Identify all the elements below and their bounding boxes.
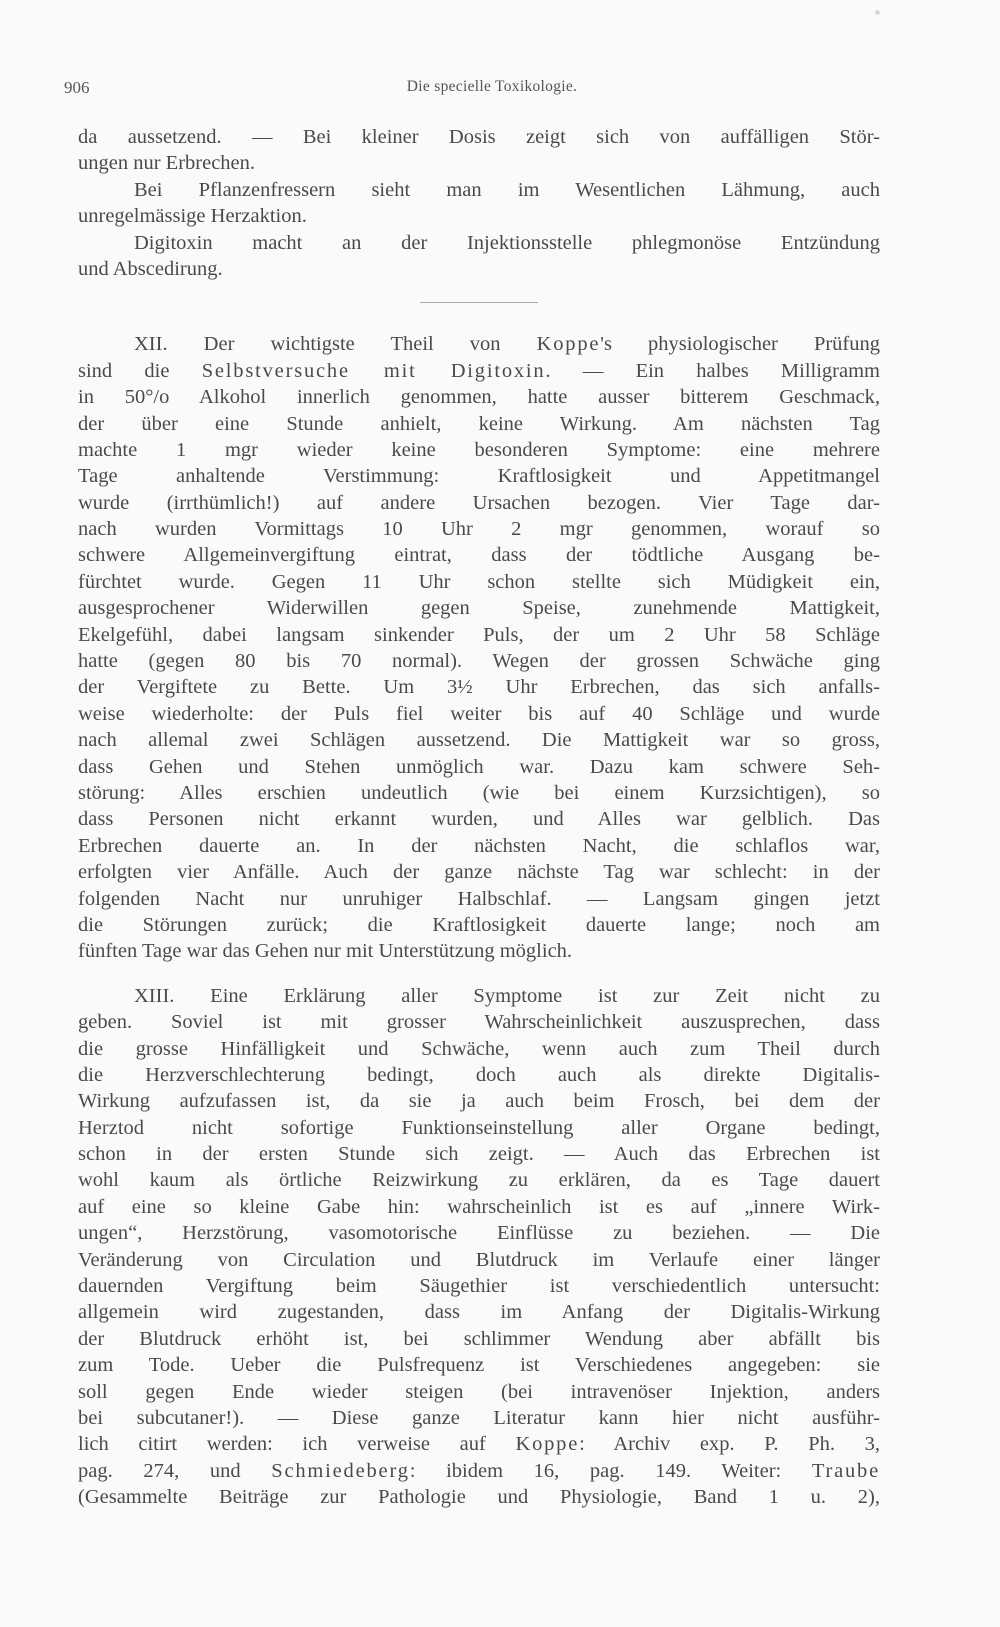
text-line: XIII. Eine Erklärung aller Symptome ist zur Zeit nicht zu [134, 984, 880, 1007]
text-line: XII. Der wichtigste Theil von Koppe's physiologischer Prüfung [134, 333, 880, 356]
text-line: Digitoxin macht an der Injektionsstelle phlegmonöse Entzündung [134, 231, 880, 254]
text-line: schon in der ersten Stunde sich zeigt. — Auch das Erbrechen ist [78, 1143, 880, 1166]
author-name: Traube [811, 1459, 880, 1482]
text-line: nach allemal zwei Schlägen aussetzend. Die Mattigkeit war so gross, [78, 729, 880, 752]
text-line: ausgesprochener Widerwillen gegen Speise, zunehmende Mattigkeit, [78, 597, 880, 620]
text-line: fürchtet wurde. Gegen 11 Uhr schon stellte sich Müdigkeit ein, [78, 570, 880, 593]
body-text [78, 124, 880, 1511]
author-name: Koppe [515, 1433, 580, 1456]
text-line: auf eine so kleine Gabe hin: wahrscheinlich ist es auf „innere Wirk- [78, 1195, 880, 1218]
text-line: machte 1 mgr wieder keine besonderen Symptome: eine mehrere [78, 438, 880, 461]
paragraph [78, 177, 880, 230]
text-line: störung: Alles erschien undeutlich (wie bei einem Kurzsichtigen), so [78, 781, 880, 804]
text-line: zum Tode. Ueber die Pulsfrequenz ist Verschiedenes angegeben: sie [78, 1354, 880, 1377]
text-line: der Blutdruck erhöht ist, bei schlimmer Wendung aber abfällt bis [78, 1327, 880, 1350]
text-line: fünften Tage war das Gehen nur mit Unterstützung möglich. [78, 940, 573, 963]
text-line: und Abscedirung. [78, 257, 223, 280]
paper-speck [875, 10, 880, 15]
author-name: Koppe [536, 333, 601, 356]
section-xii [78, 331, 880, 964]
text-line: geben. Soviel ist mit grosser Wahrscheinlichkeit auszusprechen, dass [78, 1011, 880, 1034]
text-line: in 50°/o Alkohol innerlich genommen, hatte ausser bitterem Geschmack, [78, 386, 880, 409]
running-title: Die specielle Toxikologie. [406, 78, 578, 95]
paragraph [78, 124, 880, 177]
author-name: Schmiedeberg [271, 1459, 410, 1482]
text-line: der über eine Stunde anhielt, keine Wirkung. Am nächsten Tag [78, 412, 880, 435]
text-line: soll gegen Ende wieder steigen (bei intravenöser Injektion, anders [78, 1380, 880, 1403]
text-line: unregelmässige Herzaktion. [78, 205, 307, 228]
page-header [64, 78, 920, 102]
text-line: nach wurden Vormittags 10 Uhr 2 mgr genommen, worauf so [78, 518, 880, 541]
text-line: ungen“, Herzstörung, vasomotorische Einflüsse zu beziehen. — Die [78, 1222, 880, 1245]
page-number: 906 [64, 78, 90, 97]
text-line: allgemein wird zugestanden, dass im Anfang der Digitalis-Wirkung [78, 1301, 880, 1324]
emphasis: Selbstversuche mit Digitoxin [201, 359, 546, 382]
text-line: hatte (gegen 80 bis 70 normal). Wegen der grossen Schwäche ging [78, 650, 880, 673]
text-line: weise wiederholte: der Puls fiel weiter bis auf 40 Schläge und wurde [78, 702, 880, 725]
text-line: erfolgten vier Anfälle. Auch der ganze nächste Tag war schlecht: in der [78, 861, 880, 884]
text-line: folgenden Nacht nur unruhiger Halbschlaf. — Langsam gingen jetzt [78, 887, 880, 910]
text-line: ungen nur Erbrechen. [78, 152, 256, 175]
text-line: Ekelgefühl, dabei langsam sinkender Puls, der um 2 Uhr 58 Schläge [78, 623, 880, 646]
text-line: wurde (irrthümlich!) auf andere Ursachen bezogen. Vier Tage dar- [78, 491, 880, 514]
text-line: die grosse Hinfälligkeit und Schwäche, wenn auch zum Theil durch [78, 1037, 880, 1060]
text-line: wohl kaum als örtliche Reizwirkung zu erklären, da es Tage dauert [78, 1169, 880, 1192]
text-line: (Gesammelte Beiträge zur Pathologie und Physiologie, Band 1 u. 2), [78, 1486, 880, 1509]
section-xiii [78, 983, 880, 1511]
paragraph [78, 230, 880, 283]
text-line: bei subcutaner!). — Diese ganze Literatur kann hier nicht ausführ- [78, 1406, 880, 1429]
text-line: lich citirt werden: ich verweise auf Koppe: Archiv exp. P. Ph. 3, [78, 1433, 880, 1456]
text-line: die Störungen zurück; die Kraftlosigkeit dauerte lange; noch am [78, 913, 880, 936]
text-line: der Vergiftete zu Bette. Um 3½ Uhr Erbrechen, das sich anfalls- [78, 676, 880, 699]
text-line: dass Personen nicht erkannt wurden, und Alles war gelblich. Das [78, 808, 880, 831]
text-line: Erbrechen dauerte an. In der nächsten Nacht, die schlaflos war, [78, 834, 880, 857]
text-line: Herztod nicht sofortige Funktionseinstellung aller Organe bedingt, [78, 1116, 880, 1139]
text-line: pag. 274, und Schmiedeberg: ibidem 16, pag. 149. Weiter: Traube [78, 1459, 880, 1482]
text-line: die Herzverschlechterung bedingt, doch auch als direkte Digitalis- [78, 1063, 880, 1086]
text-line: sind die Selbstversuche mit Digitoxin. — Ein halbes Milligramm [78, 359, 880, 382]
text-line: dauernden Vergiftung beim Säugethier ist verschiedentlich untersucht: [78, 1275, 880, 1298]
text-line: Bei Pflanzenfressern sieht man im Wesentlichen Lähmung, auch [134, 178, 880, 201]
text-line: da aussetzend. — Bei kleiner Dosis zeigt sich von auffälligen Stör- [78, 126, 880, 148]
text-line: Wirkung aufzufassen ist, da sie ja auch beim Frosch, bei dem der [78, 1090, 880, 1113]
text-line: dass Gehen und Stehen unmöglich war. Dazu kam schwere Seh- [78, 755, 880, 778]
text-line: Tage anhaltende Verstimmung: Kraftlosigkeit und Appetitmangel [78, 465, 880, 488]
text-line: Veränderung von Circulation und Blutdruck im Verlaufe einer länger [78, 1248, 880, 1271]
text-line: schwere Allgemeinvergiftung eintrat, dass der tödtliche Ausgang be- [78, 544, 880, 567]
